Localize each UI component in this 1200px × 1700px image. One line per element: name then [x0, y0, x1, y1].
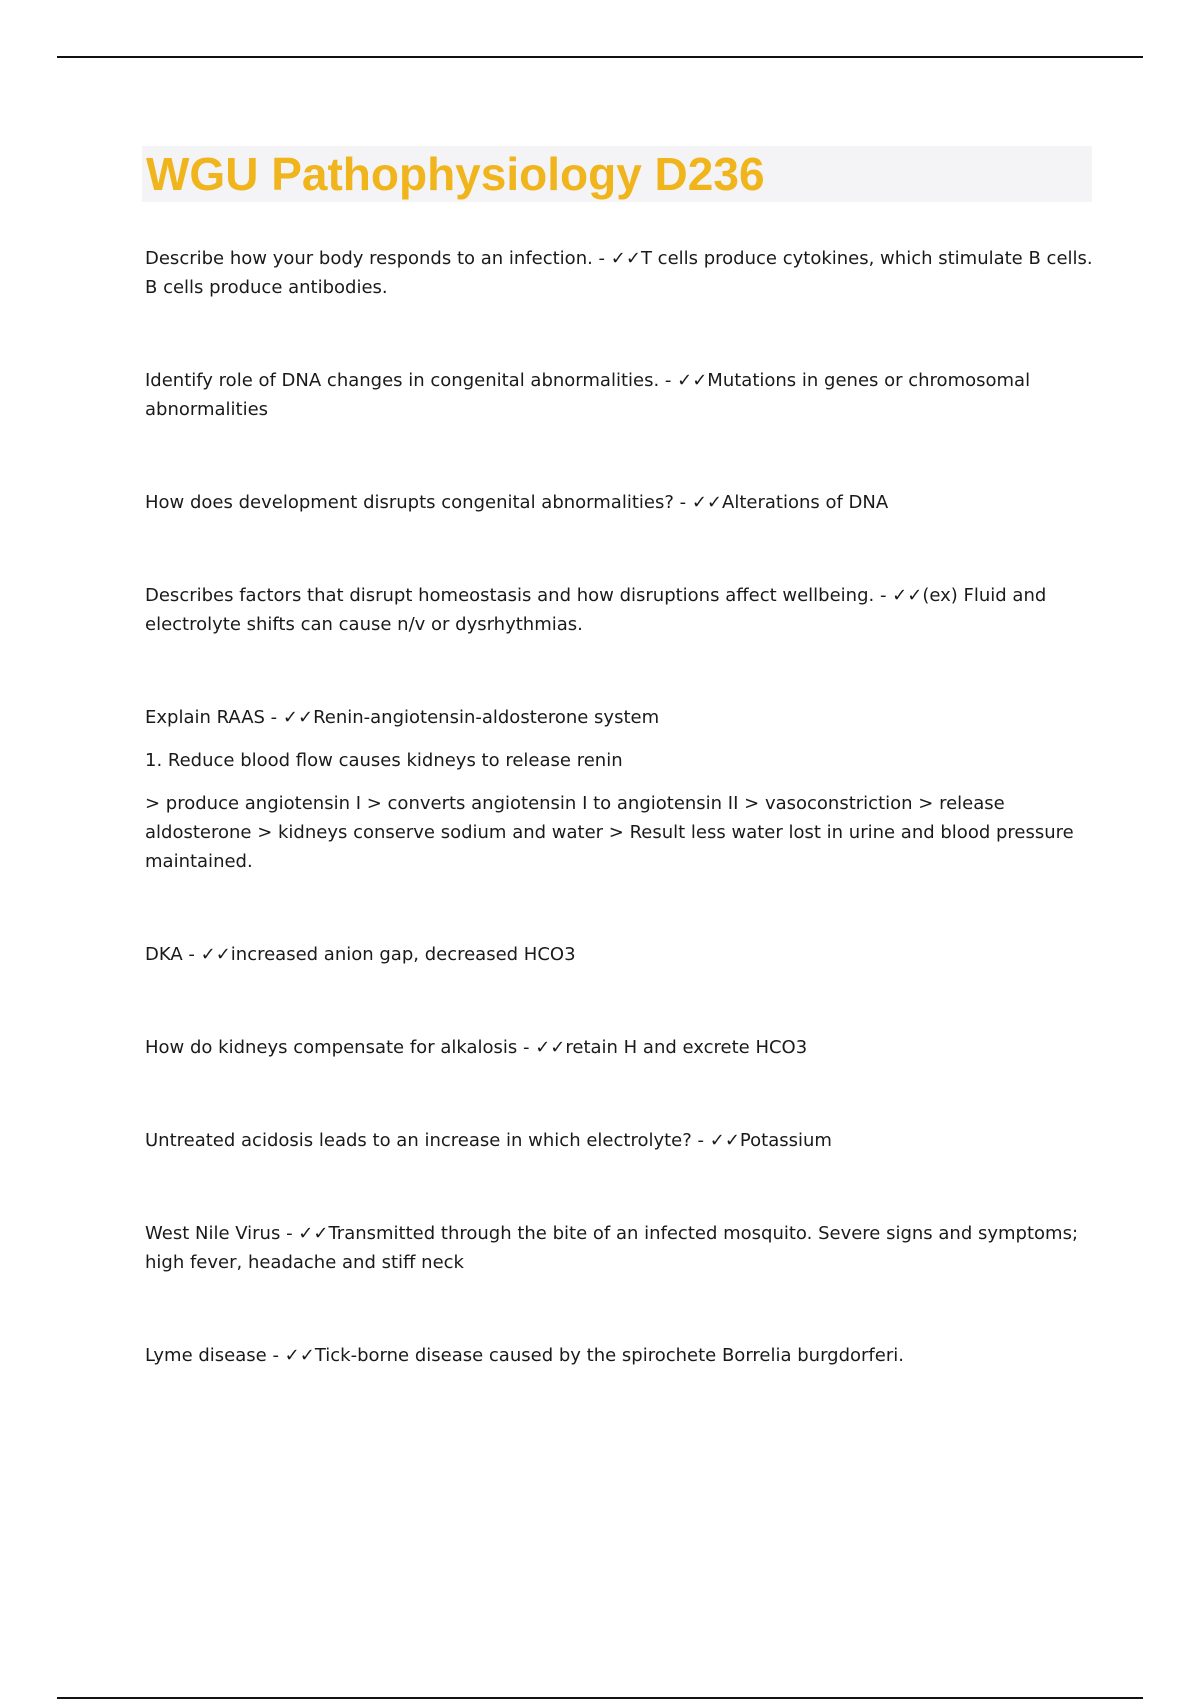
answer-text: Mutations in genes or chromosomal abnormalities [145, 370, 1031, 420]
double-check-icon: ✓✓ [691, 492, 723, 513]
question-text: DKA - [145, 944, 201, 965]
answer-text: retain H and excrete HCO3 [565, 1037, 808, 1058]
qa-item [145, 581, 1095, 639]
qa-item [145, 1341, 1095, 1370]
question-text: Describe how your body responds to an infection. - [145, 248, 611, 269]
top-rule [57, 56, 1143, 58]
qa-item [145, 1126, 1095, 1155]
answer-text: T cells produce cytokines, which stimulate B cells. B cells produce antibodies. [145, 248, 1093, 298]
answer-text: increased anion gap, decreased HCO3 [230, 944, 576, 965]
qa-item [145, 488, 1095, 517]
question-text: Describes factors that disrupt homeostasis and how disruptions affect wellbeing. - [145, 585, 893, 606]
double-check-icon: ✓✓ [284, 1345, 315, 1366]
answer-text: Alterations of DNA [722, 492, 889, 513]
question-text: West Nile Virus - [145, 1223, 299, 1244]
raas-sequence: > produce angiotensin I > converts angiotensin I to angiotensin II > vasoconstriction > release aldosterone > kidneys conserve sodium and water > Result less water lost in urine and blood pressure maintained. [145, 793, 1074, 872]
qa-list [145, 244, 1095, 1370]
bottom-rule [57, 1697, 1143, 1699]
qa-item [145, 1033, 1095, 1062]
double-check-icon: ✓✓ [610, 248, 641, 269]
double-check-icon: ✓✓ [282, 707, 314, 728]
answer-text: Transmitted through the bite of an infected mosquito. Severe signs and symptoms; high fever, headache and stiff neck [145, 1223, 1079, 1273]
double-check-icon: ✓✓ [535, 1037, 566, 1058]
double-check-icon: ✓✓ [892, 585, 923, 606]
question-text: Identify role of DNA changes in congenital abnormalities. - [145, 370, 678, 391]
answer-text: Tick-borne disease caused by the spirochete Borrelia burgdorferi. [314, 1345, 904, 1366]
question-text: Untreated acidosis leads to an increase in which electrolyte? - [145, 1130, 710, 1151]
double-check-icon: ✓✓ [298, 1223, 329, 1244]
double-check-icon: ✓✓ [709, 1130, 740, 1151]
qa-item [145, 940, 1095, 969]
double-check-icon: ✓✓ [677, 370, 708, 391]
qa-item [145, 244, 1095, 302]
qa-item [145, 703, 1095, 732]
answer-text: Potassium [739, 1130, 832, 1151]
double-check-icon: ✓✓ [200, 944, 231, 965]
qa-item [145, 1219, 1095, 1277]
raas-step: 1. Reduce blood flow causes kidneys to release renin [145, 750, 623, 771]
answer-text: Renin-angiotensin-aldosterone system [313, 707, 660, 728]
question-text: How does development disrupts congenital abnormalities? - [145, 492, 692, 513]
document-title: WGU Pathophysiology D236 [146, 148, 765, 200]
question-text: How do kidneys compensate for alkalosis - [145, 1037, 536, 1058]
qa-item [145, 366, 1095, 424]
question-text: Explain RAAS - [145, 707, 283, 728]
answer-text: (ex) Fluid and electrolyte shifts can cause n/v or dysrhythmias. [145, 585, 1047, 635]
question-text: Lyme disease - [145, 1345, 285, 1366]
